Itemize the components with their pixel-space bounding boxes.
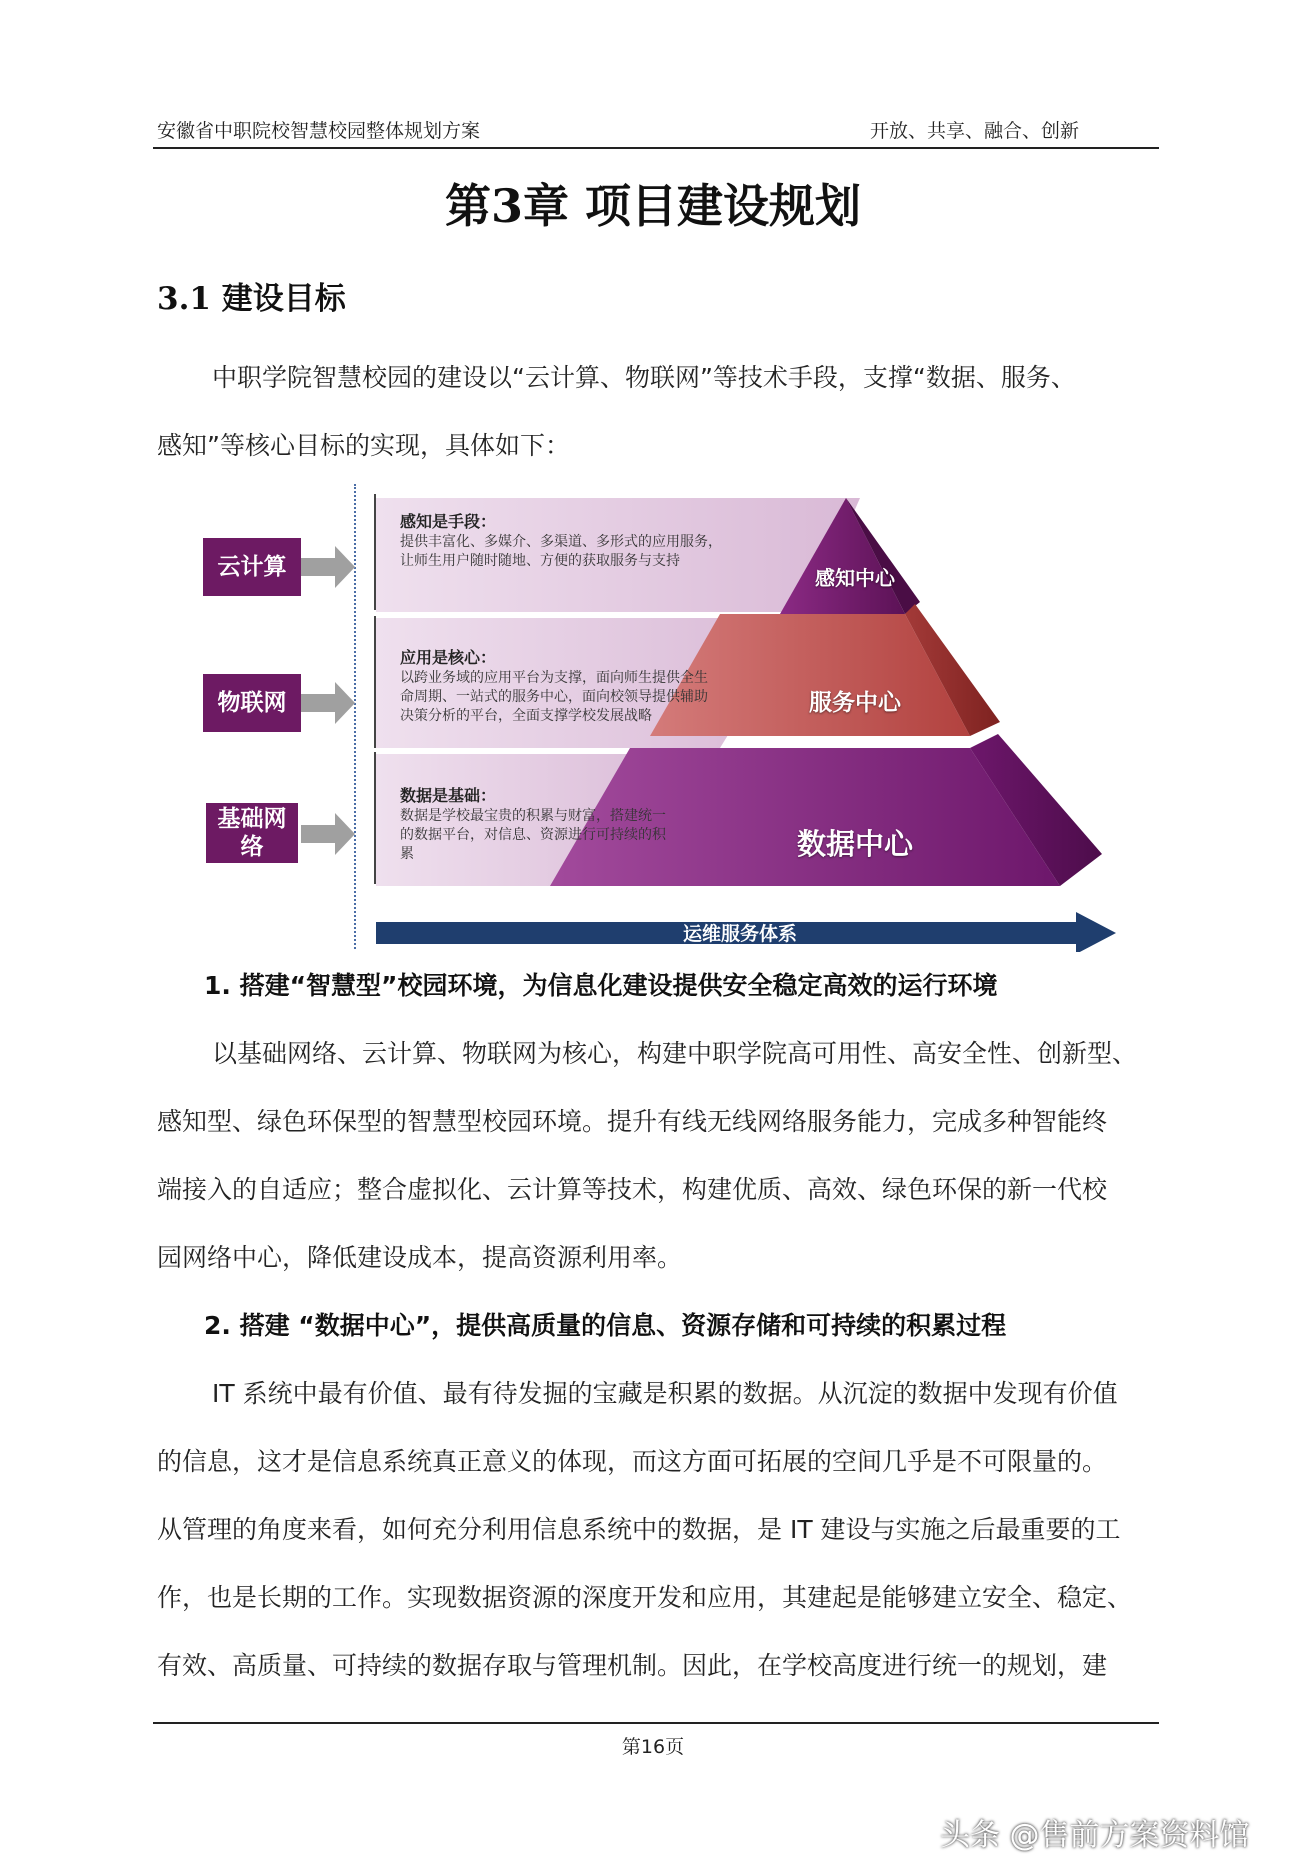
item1-heading: 1. 搭建“智慧型”校园环境，为信息化建设提供安全稳定高效的运行环境 — [204, 971, 998, 1000]
band-desc: 数据是学校最宝贵的积累与财富，搭建统一的数据平台，对信息、资源进行可持续的积累 — [400, 808, 666, 862]
band-text-perception — [400, 512, 730, 571]
item2-line-4: 作，也是长期的工作。实现数据资源的深度开发和应用，其建起是能够建立安全、稳定、 — [157, 1583, 1133, 1612]
label-data-center: 数据中心 — [796, 827, 913, 861]
page-number: 第16页 — [621, 1736, 685, 1758]
band-marker — [374, 616, 376, 748]
gray-arrow-icon — [301, 682, 357, 724]
band-desc: 以跨业务域的应用平台为支撑，面向师生提供全生命周期、一站式的服务中心，面向校领导提供辅助决策分析的平台，全面支撑学校发展战略 — [400, 670, 708, 724]
header-divider — [153, 147, 1159, 149]
band-title: 感知是手段： — [400, 512, 497, 531]
box-basic-network: 基础网络 — [206, 803, 298, 863]
item2-line-3: 从管理的角度来看，如何充分利用信息系统中的数据，是 IT 建设与实施之后最重要的工 — [157, 1515, 1121, 1544]
item1-line-4: 园网络中心，降低建设成本，提高资源利用率。 — [157, 1243, 683, 1272]
box-iot: 物联网 — [203, 674, 301, 732]
intro-line-1: 中职学院智慧校园的建设以“云计算、物联网”等技术手段，支撑“数据、服务、 — [212, 363, 1076, 392]
box-cloud-computing: 云计算 — [203, 538, 301, 596]
item2-line-1: IT 系统中最有价值、最有待发掘的宝藏是积累的数据。从沉淀的数据中发现有价值 — [212, 1379, 1118, 1408]
watermark: 头条 @售前方案资料馆 — [940, 1818, 1250, 1853]
item1-line-3: 端接入的自适应；整合虚拟化、云计算等技术，构建优质、高效、绿色环保的新一代校 — [157, 1175, 1108, 1204]
gray-arrow-icon — [301, 813, 357, 855]
section-title: 3.1 建设目标 — [157, 281, 346, 317]
band-marker — [374, 494, 376, 610]
gray-arrow-icon — [301, 546, 357, 588]
band-desc: 提供丰富化、多媒介、多渠道、多形式的应用服务，让师生用户随时随地、方便的获取服务与支持 — [400, 534, 722, 569]
header-slogan: 开放、共享、融合、创新 — [870, 120, 1080, 142]
band-marker — [374, 752, 376, 884]
item1-line-1: 以基础网络、云计算、物联网为核心，构建中职学院高可用性、高安全性、创新型、 — [212, 1039, 1138, 1068]
band-text-data — [400, 786, 670, 864]
label-service-center: 服务中心 — [809, 690, 901, 716]
ops-system-label: 运维服务体系 — [682, 923, 797, 945]
intro-line-2: 感知”等核心目标的实现，具体如下： — [157, 431, 570, 460]
band-title: 应用是核心： — [400, 648, 497, 667]
label-perception-center: 感知中心 — [815, 566, 895, 590]
footer-divider — [153, 1722, 1159, 1724]
header-doc-title: 安徽省中职院校智慧校园整体规划方案 — [157, 120, 481, 142]
item2-line-5: 有效、高质量、可持续的数据存取与管理机制。因此，在学校高度进行统一的规划，建 — [157, 1651, 1108, 1680]
item1-line-2: 感知型、绿色环保型的智慧型校园环境。提升有线无线网络服务能力，完成多种智能终 — [157, 1107, 1108, 1136]
band-text-service — [400, 648, 710, 726]
item2-line-2: 的信息，这才是信息系统真正意义的体现，而这方面可拓展的空间几乎是不可限量的。 — [157, 1447, 1108, 1476]
item2-heading: 2. 搭建 “数据中心”，提供高质量的信息、资源存储和可持续的积累过程 — [204, 1311, 1007, 1340]
chapter-title: 第3章 项目建设规划 — [444, 179, 862, 233]
band-title: 数据是基础： — [400, 786, 497, 805]
